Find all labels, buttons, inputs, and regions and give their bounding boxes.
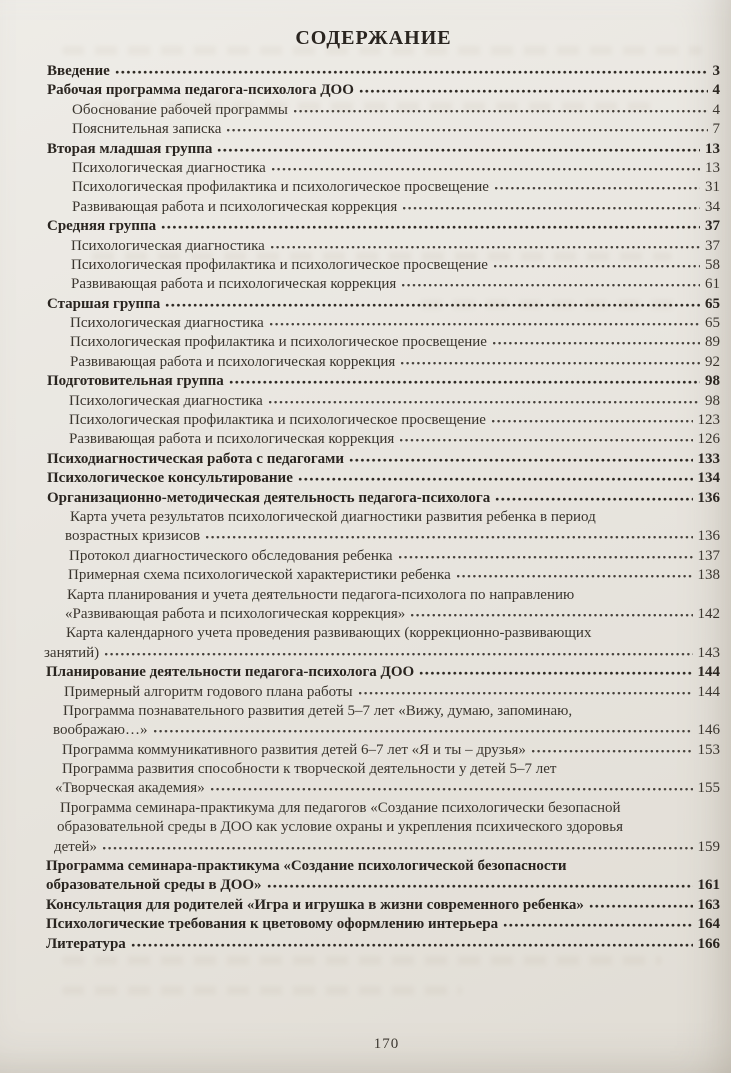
dot-leader [131, 943, 693, 948]
toc-entry-line [0, 62, 720, 81]
toc-entry-text: Подготовительная группа [47, 373, 224, 390]
dot-leader [349, 458, 692, 463]
toc-entry-line [0, 295, 720, 314]
toc-entry-line [0, 237, 720, 256]
toc-entry-text: Карта учета результатов психологической диагностики развития ребенка в период [70, 508, 596, 525]
dot-leader [293, 109, 708, 114]
dot-leader [210, 787, 693, 792]
toc-entry-line [0, 566, 720, 585]
toc-entry-line [0, 140, 720, 159]
toc-entry-line [0, 779, 720, 798]
toc-entry-text: Вторая младшая группа [47, 140, 213, 157]
dot-leader [456, 574, 693, 579]
toc-page-number: 98 [705, 392, 720, 409]
dot-leader [205, 535, 692, 540]
toc-page-number: 65 [705, 315, 720, 332]
toc-page-number: 133 [697, 450, 720, 467]
toc-page-number: 136 [697, 528, 720, 545]
toc-entry-text: Развивающая работа и психологическая коррекция [69, 431, 395, 448]
dot-leader [358, 691, 693, 696]
toc-entry-text: Психологическая профилактика и психологическое просвещение [69, 412, 486, 429]
toc-entry-line [0, 508, 720, 527]
toc-page-number: 163 [697, 896, 720, 913]
toc-entry-text: Психологическая профилактика и психологическое просвещение [71, 256, 488, 273]
toc-page-number: 13 [705, 140, 720, 157]
toc-entry-line [0, 256, 720, 275]
dot-leader [359, 89, 708, 94]
toc-entry-text: Планирование деятельности педагога-психолога ДОО [46, 664, 415, 681]
toc-page-number: 89 [705, 334, 720, 351]
toc-page-number: 31 [705, 179, 720, 196]
toc-entry-line [0, 178, 720, 197]
page-number-footer: 170 [373, 1036, 400, 1052]
toc-entry-text: Программа познавательного развития детей 5–7 лет «Вижу, думаю, запоминаю, [63, 702, 573, 719]
toc-entry-text: Литература [46, 935, 126, 952]
toc-entry-line [0, 818, 720, 837]
toc-entry-line [0, 198, 720, 217]
toc-entry-text: образовательной среды в ДОО» [46, 877, 262, 894]
toc-page-number: 142 [697, 605, 720, 622]
toc-entry-text: Психологическая диагностика [69, 392, 263, 409]
toc-page-number: 61 [705, 276, 720, 293]
toc-entry-text: «Творческая академия» [55, 780, 205, 797]
toc-page-number: 153 [697, 741, 720, 758]
dot-leader [115, 70, 708, 75]
dot-leader [102, 846, 692, 851]
toc-page-number: 134 [697, 470, 720, 487]
toc-entry-line [0, 353, 720, 372]
toc-entry-text: Организационно-методическая деятельность педагога-психолога [47, 489, 491, 506]
toc-entry-text: Консультация для родителей «Игра и игрушка в жизни современного ребенка» [46, 896, 584, 913]
toc-page-number: 58 [705, 256, 720, 273]
toc-entry-line [0, 469, 720, 488]
toc-entry-text: Развивающая работа и психологическая коррекция [71, 276, 397, 293]
toc-entry-text: возрастных кризисов [65, 528, 201, 545]
toc-page-number: 164 [697, 916, 720, 933]
toc-entry-line [0, 935, 720, 954]
toc-entry-text: Обоснование рабочей программы [72, 101, 288, 118]
dot-leader [153, 729, 693, 734]
dot-leader [165, 303, 700, 308]
dot-leader [398, 555, 693, 560]
toc-page-number: 159 [697, 838, 720, 855]
toc-entry-text: Психологическая диагностика [71, 237, 265, 254]
toc-entry-line [0, 450, 720, 469]
dot-leader [229, 380, 700, 385]
toc-page-number: 138 [697, 567, 720, 584]
toc-entry-text: Протокол диагностического обследования ребенка [69, 547, 393, 564]
toc-entry-text: воображаю…» [53, 722, 148, 739]
dot-leader [589, 904, 693, 909]
toc-entry-line [0, 702, 720, 721]
toc-page-number: 126 [697, 431, 720, 448]
toc-entry-line [0, 857, 720, 876]
toc-entry-text: Карта планирования и учета деятельности педагога-психолога по направлению [67, 586, 575, 603]
toc-entry-line [0, 217, 720, 236]
toc-page-number: 155 [697, 780, 720, 797]
toc-page-number: 98 [705, 373, 720, 390]
dot-leader [410, 613, 692, 618]
toc-page-number: 161 [697, 877, 720, 894]
toc-page-number: 144 [697, 683, 720, 700]
toc-entry-text: занятий) [44, 644, 100, 661]
toc-page-number: 7 [712, 121, 720, 138]
dot-leader [491, 419, 693, 424]
toc-entry-line [0, 81, 720, 100]
toc-entry-line [0, 896, 720, 915]
bleed-through-artifact [62, 956, 662, 965]
toc-entry-text: образовательной среды в ДОО как условие охраны и укрепления психического здоровья [57, 819, 623, 836]
toc-entry-line [0, 605, 720, 624]
dot-leader [400, 361, 700, 366]
toc-page-number: 4 [712, 101, 720, 118]
toc-page-number: 4 [712, 82, 720, 99]
toc-entry-line [0, 876, 720, 895]
dot-leader [419, 671, 692, 676]
dot-leader [494, 186, 700, 191]
toc-entry-text: Психологическая профилактика и психологическое просвещение [72, 179, 489, 196]
toc-page-number: 34 [705, 198, 720, 215]
toc-entry-text: Психологические требования к цветовому оформлению интерьера [46, 916, 499, 933]
toc-page-number: 144 [697, 664, 720, 681]
toc-entry-text: Пояснительная записка [72, 121, 222, 138]
dot-leader [493, 264, 700, 269]
toc-entry-line [0, 392, 720, 411]
dot-leader [104, 652, 692, 657]
toc-page-number: 143 [697, 644, 720, 661]
toc-entry-text: Развивающая работа и психологическая коррекция [70, 353, 396, 370]
dot-leader [271, 167, 700, 172]
toc-entry-line [0, 489, 720, 508]
toc-entry-line [0, 838, 720, 857]
toc-entry-line [0, 547, 720, 566]
dot-leader [268, 400, 700, 405]
toc-list [0, 62, 731, 954]
toc-entry-line [0, 683, 720, 702]
toc-entry-text: Психологическая профилактика и психологическое просвещение [70, 334, 487, 351]
toc-entry-line [0, 586, 720, 605]
toc-page-number: 123 [697, 412, 720, 429]
toc-entry-line [0, 760, 720, 779]
toc-page-number: 3 [712, 63, 720, 79]
toc-entry-text: Средняя группа [47, 218, 157, 235]
toc-page-number: 136 [697, 489, 720, 506]
toc-entry-line [0, 333, 720, 352]
dot-leader [531, 749, 693, 754]
toc-page-number: 146 [697, 722, 720, 739]
toc-entry-line [0, 275, 720, 294]
toc-entry-text: Психологическое консультирование [47, 470, 293, 487]
bleed-through-artifact [62, 986, 462, 995]
dot-leader [401, 283, 700, 288]
toc-page-number: 37 [705, 218, 720, 235]
toc-entry-line [0, 101, 720, 120]
toc-page-number: 92 [705, 353, 720, 370]
toc-entry-line [0, 644, 720, 663]
dot-leader [402, 206, 700, 211]
toc-page-number: 166 [697, 935, 720, 952]
toc-entry-text: Примерная схема психологической характеристики ребенка [68, 567, 451, 584]
dot-leader [161, 225, 700, 230]
toc-entry-line [0, 372, 720, 391]
toc-entry-text: Карта календарного учета проведения развивающих (коррекционно-развивающих [66, 625, 592, 642]
toc-page-number: 65 [705, 295, 720, 312]
toc-entry-text: «Развивающая работа и психологическая коррекция» [65, 605, 406, 622]
toc-entry-text: Программа развития способности к творческой деятельности у детей 5–7 лет [62, 761, 557, 778]
dot-leader [269, 322, 700, 327]
dot-leader [399, 438, 692, 443]
toc-entry-line [0, 799, 720, 818]
dot-leader [503, 923, 692, 928]
toc-entry-text: Программа семинара-практикума «Создание психологической безопасности [46, 858, 567, 875]
toc-entry-line [0, 527, 720, 546]
toc-entry-text: Старшая группа [47, 295, 161, 312]
toc-entry-text: Программа семинара-практикума для педагогов «Создание психологически безопасной [60, 799, 621, 816]
toc-entry-line [0, 314, 720, 333]
dot-leader [217, 148, 700, 153]
toc-entry-line [0, 915, 720, 934]
toc-entry-line [0, 159, 720, 178]
toc-entry-line [0, 741, 720, 760]
toc-page-number: 37 [705, 237, 720, 254]
dot-leader [495, 497, 692, 502]
dot-leader [270, 245, 700, 250]
toc-entry-line [0, 721, 720, 740]
toc-entry-text: Психологическая диагностика [72, 159, 266, 176]
toc-entry-text: Введение [47, 63, 110, 79]
page-title: СОДЕРЖАНИЕ [295, 27, 452, 49]
toc-entry-text: Программа коммуникативного развития детей 6–7 лет «Я и ты – друзья» [62, 741, 526, 758]
toc-entry-line [0, 411, 720, 430]
dot-leader [226, 128, 707, 133]
toc-entry-line [0, 430, 720, 449]
toc-entry-text: Рабочая программа педагога-психолога ДОО [47, 82, 354, 99]
dot-leader [267, 884, 693, 889]
toc-entry-text: детей» [54, 838, 98, 855]
toc-entry-line [0, 663, 720, 682]
toc-entry-line [0, 624, 720, 643]
toc-entry-line [0, 120, 720, 139]
toc-page-number: 13 [705, 159, 720, 176]
toc-entry-text: Психологическая диагностика [70, 315, 264, 332]
dot-leader [492, 341, 700, 346]
toc-entry-text: Развивающая работа и психологическая коррекция [72, 198, 398, 215]
toc-entry-text: Психодиагностическая работа с педагогами [47, 450, 345, 467]
toc-entry-text: Примерный алгоритм годового плана работы [64, 683, 353, 700]
dot-leader [298, 477, 693, 482]
toc-page-number: 137 [697, 547, 720, 564]
